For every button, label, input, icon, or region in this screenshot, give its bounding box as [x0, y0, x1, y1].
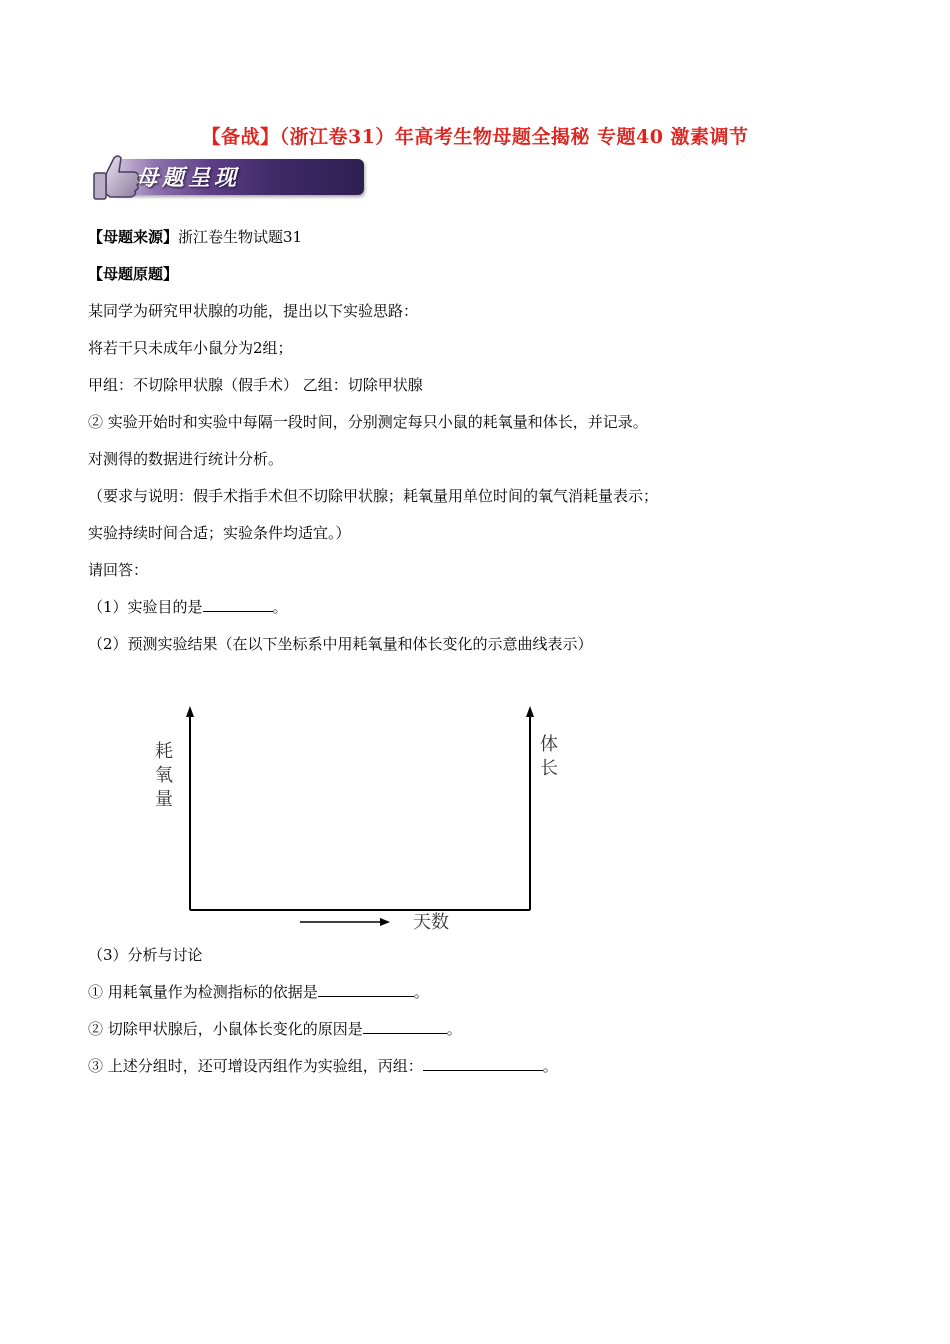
answer-blank-3-2[interactable]: [363, 1019, 447, 1034]
question-3-2-end: 。: [446, 1020, 462, 1038]
right-axis-char-1: 体: [540, 734, 558, 755]
question-3-2: [88, 1019, 462, 1039]
right-axis-char-2: 长: [540, 758, 558, 779]
banner-title: 母题呈现: [136, 166, 241, 191]
question-3-3-text: ③ 上述分组时，还可增设丙组作为实验组，丙组：: [88, 1057, 423, 1075]
question-3-1: [88, 982, 429, 1002]
question-3-3: [88, 1056, 558, 1076]
question-3: （3）分析与讨论: [88, 946, 203, 964]
question-step3: 对测得的数据进行统计分析。: [88, 450, 284, 468]
document-title: 【备战】（浙江卷31）年高考生物母题全揭秘 专题40 激素调节: [201, 126, 749, 148]
question-3-1-text: ① 用耗氧量作为检测指标的依据是: [88, 983, 318, 1001]
answer-blank-1[interactable]: [203, 597, 273, 612]
question-2: （2）预测实验结果（在以下坐标系中用耗氧量和体长变化的示意曲线表示）: [88, 635, 593, 653]
source-label: 【母题来源】: [88, 228, 179, 246]
question-step2: ② 实验开始时和实验中每隔一段时间，分别测定每只小鼠的耗氧量和体长，并记录。: [88, 413, 648, 431]
question-prompt: 请回答：: [88, 561, 149, 579]
question-intro: 某同学为研究甲状腺的功能，提出以下实验思路：: [88, 302, 419, 320]
answer-blank-3-1[interactable]: [318, 982, 414, 997]
question-1: [88, 597, 288, 617]
source-line: [88, 227, 302, 247]
original-label: 【母题原题】: [88, 265, 179, 283]
question-1-end: 。: [272, 598, 288, 616]
question-3-3-end: 。: [542, 1057, 558, 1075]
question-1-text: （1）实验目的是: [88, 598, 203, 616]
left-axis-char-2: 氧: [155, 765, 173, 786]
section-banner: [88, 152, 366, 204]
x-axis-label: 天数: [413, 912, 449, 933]
question-3-1-end: 。: [413, 983, 429, 1001]
left-axis-char-3: 量: [155, 789, 173, 810]
question-groups: 甲组：不切除甲状腺（假手术） 乙组：切除甲状腺: [88, 376, 423, 394]
question-note2: 实验持续时间合适；实验条件均适宜。）: [88, 524, 351, 542]
question-note1: （要求与说明：假手术指手术但不切除甲状腺；耗氧量用单位时间的氧气消耗量表示；: [88, 487, 659, 505]
question-step1: 将若干只未成年小鼠分为2组；: [88, 339, 293, 357]
question-3-2-text: ② 切除甲状腺后，小鼠体长变化的原因是: [88, 1020, 363, 1038]
source-text: 浙江卷生物试题31: [178, 228, 303, 246]
answer-blank-3-3[interactable]: [423, 1056, 543, 1071]
coordinate-system: [140, 700, 580, 940]
left-axis-char-1: 耗: [155, 741, 173, 762]
